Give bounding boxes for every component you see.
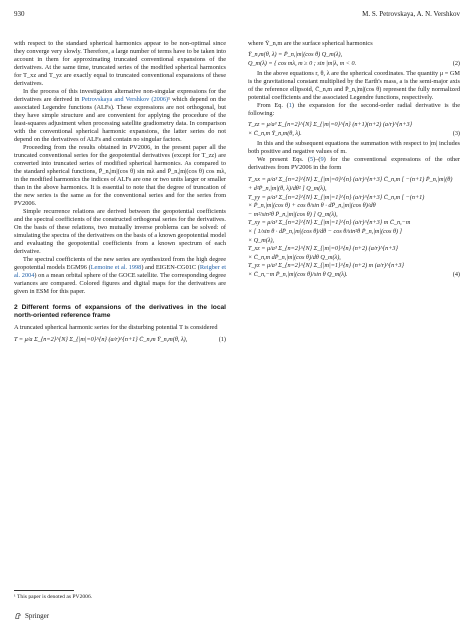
equation-ref-link[interactable]: 1 (288, 102, 292, 110)
text-run: ) and EIGEN-CG01C ( (141, 264, 200, 271)
paragraph (248, 156, 460, 172)
footnote: ¹ This paper is denoted as PV2006. (14, 594, 93, 600)
page-number: 930 (14, 10, 25, 18)
springer-horse-icon (14, 612, 22, 620)
equation-number: (4) (452, 270, 460, 278)
paragraph (14, 88, 226, 144)
equation-body: T = μ/a Σ_{n=2}^{N} Σ_{|m|=0}^{n} (a/r)^{n+1} C̄_n,m Ȳ_n,m(θ, λ), (14, 336, 188, 343)
paragraph: In the above equations r, θ, λ are the spherical coordinates. The quantity μ = GM is the gravitational constant multiplied by the Earth's mass, a is the semi-major axis of the reference ellipsoid, C̄_n,m and P̄_n,|m|(cos θ) represent the fully normalized potential coefficients and the associated Legendre functions, respectively. (248, 70, 460, 102)
text-run: ¹ which depend on the associated Legendre functions (ALFs). These expressions are not orthogonal, but they have simple structure and are convenient for applying the procedure of the least-squares adjustment when processing satellite gradiometry data. In comparison with the conventional spherical harmonic expansions, the latter series do not depend on the derivatives of ALFs and contain no singular factors. (14, 96, 226, 143)
running-header-authors: M. S. Petrovskaya, A. N. Vershkov (362, 10, 460, 18)
left-column (14, 40, 226, 348)
equation-line: T_xz = μ/a³ Σ_{n=2}^{N} Σ_{|m|=0}^{n} (n+2) (a/r)^{n+3} (248, 245, 398, 253)
text-run: ) for the conventional expressions of the other derivatives from PV2006 in the form (248, 156, 460, 172)
equation-ref-link[interactable]: 9 (320, 156, 324, 164)
text-run: The spectral coefficients of the new series are synthesized from the high degree geopotential models EGM96 ( (14, 256, 226, 271)
citation-link[interactable]: Lemoine et al. 1998 (90, 264, 142, 271)
equation-body: × C̄_n,−m P̄_n,|m|(cos θ)/sin θ Q_m(λ). (248, 270, 348, 278)
text-run: From Eq. ( (257, 102, 289, 110)
equation-3 (248, 121, 460, 137)
equation-number: (1) (218, 336, 226, 343)
equation-line-numbered (248, 60, 460, 68)
paragraph (248, 102, 460, 118)
equation-line: T_xx = μ/a³ Σ_{n=2}^{N} Σ_{|m|=0}^{n} (a/r)^{n+3} C̄_n,m [ −(n+1) P̄_n,|m|(θ) (248, 176, 453, 184)
publisher-logo (14, 612, 49, 620)
equation-4 (248, 176, 460, 278)
equation-line: Ȳ_n,m(θ, λ) = P̄_n,|m|(cos θ) Q_m(λ), (248, 51, 343, 58)
equation-line-numbered (248, 271, 460, 279)
equation-1 (14, 336, 226, 344)
text-run: We present Eqs. ( (257, 156, 310, 164)
paragraph: where Ȳ_n,m are the surface spherical harmonics (248, 40, 373, 47)
equation-line: × Q_m(λ), (248, 236, 275, 244)
equation-line: − m²/sin²θ P̄_n,|m|(cos θ) ] Q_m(λ), (248, 210, 338, 218)
text-run: )–( (313, 156, 321, 164)
equation-line: T_yz = μ/a³ Σ_{n=2}^{N} Σ_{|m|=1}^{n} (n+2) m (a/r)^{n+3} (248, 262, 404, 270)
paragraph: with respect to the standard spherical harmonics appear to be non-optimal since they converge very slowly. Therefore, a large number of terms have to be taken into account in them for approximating truncated conventional expansions of the derivatives. At the same time, truncated series of the modified spherical harmonics for T_xz and T_yz are exactly equal to truncated conventional expansions of these derivatives. (14, 40, 226, 87)
equation-line: T_yy = μ/a³ Σ_{n=2}^{N} Σ_{|m|=1}^{n} (a/r)^{n+3} C̄_n,m [ −(n+1) (248, 193, 425, 201)
paragraph: Simple recurrence relations are derived between the geopotential coefficients and the spectral coefficients of the constructed orthogonal series for the derivatives. On the basis of these relations, two mutually inverse problems can be solved: of simulating the spectra of the derivatives on the basis of a known geopotential model and evaluating the geopotential coefficients from a known spectrum of each derivative. (14, 208, 226, 255)
equation-line: × C̄_n,m dP̄_n,|m|(cos θ)/dθ Q_m(λ), (248, 253, 341, 261)
footnote-rule (14, 590, 74, 591)
equation-2 (248, 51, 460, 67)
text-run: ) on a mean orbital sphere of the GOCE satellite. The corresponding degree variances are compared. Colored figures and digital maps for the derivatives are given in ESM for this paper. (14, 272, 226, 295)
section-heading: 2 Different forms of expansions of the derivatives in the local north-oriented reference frame (14, 304, 226, 319)
equation-body: Q_m(λ) = { cos mλ, m ≥ 0 ; sin |m|λ, m < 0. (248, 59, 357, 67)
equation-ref-link[interactable]: 5 (310, 156, 314, 164)
paragraph: Proceeding from the results obtained in PV2006, in the present paper all the truncated conventional series for the geopotential derivatives (except for T_zz) are converted into truncated series of modified spherical harmonics. As compared to the standard spherical functions, P̄_n,|m|(cos θ) sin mλ and P̄_n,|m|(cos θ) cos mλ, in the modified harmonics the indices of ALFs are one or two units larger or smaller than in the above harmonics. It is essential to note that the degree of truncation of the new series is the same as for the conventional series and for the series from PV2006. (14, 144, 227, 207)
equation-line: T_zz = μ/a³ Σ_{n=2}^{N} Σ_{|m|=0}^{n} (n+1)(n+2) (a/r)^{n+3} (248, 121, 413, 129)
equation-number: (2) (452, 59, 460, 67)
equation-line-numbered (248, 130, 460, 138)
citation-link[interactable]: Petrovskaya and Vershkov (2006) (81, 96, 169, 103)
paragraph: A truncated spherical harmonic series for the disturbing potential T is considered (14, 324, 218, 331)
equation-body: × C̄_n,m Ȳ_n,m(θ, λ). (248, 129, 302, 137)
text-run: ) the expansion for the second-order radial derivative is the following: (248, 102, 460, 118)
text-run: In the process of this investigation alternative non-singular expressions for the derivatives are derived in (14, 88, 226, 103)
right-column (248, 40, 460, 279)
equation-line: × [ 1/sin θ · dP̄_n,|m|(cos θ)/dθ − cos θ/sin²θ P̄_n,|m|(cos θ) ] (248, 227, 403, 235)
publisher-name: Springer (25, 612, 50, 620)
equation-line: + d²P̄_n,|m|(θ, λ)/dθ² ] Q_m(λ), (248, 184, 327, 192)
citation-link[interactable]: Reigber et al. 2004 (14, 264, 227, 279)
paragraph (14, 256, 226, 296)
equation-line: × P̄_n,|m|(cos θ) + cos θ/sin θ · dP̄_n,|m|(cos θ)/dθ (248, 202, 376, 210)
equation-line: T_xy = μ/a³ Σ_{n=2}^{N} Σ_{|m|=1}^{n} (a/r)^{n+3} m C̄_n,−m (248, 219, 411, 227)
equation-number: (3) (452, 129, 460, 137)
paragraph: In this and the subsequent equations the summation with respect to |m| includes both positive and negative values of m. (248, 140, 460, 156)
